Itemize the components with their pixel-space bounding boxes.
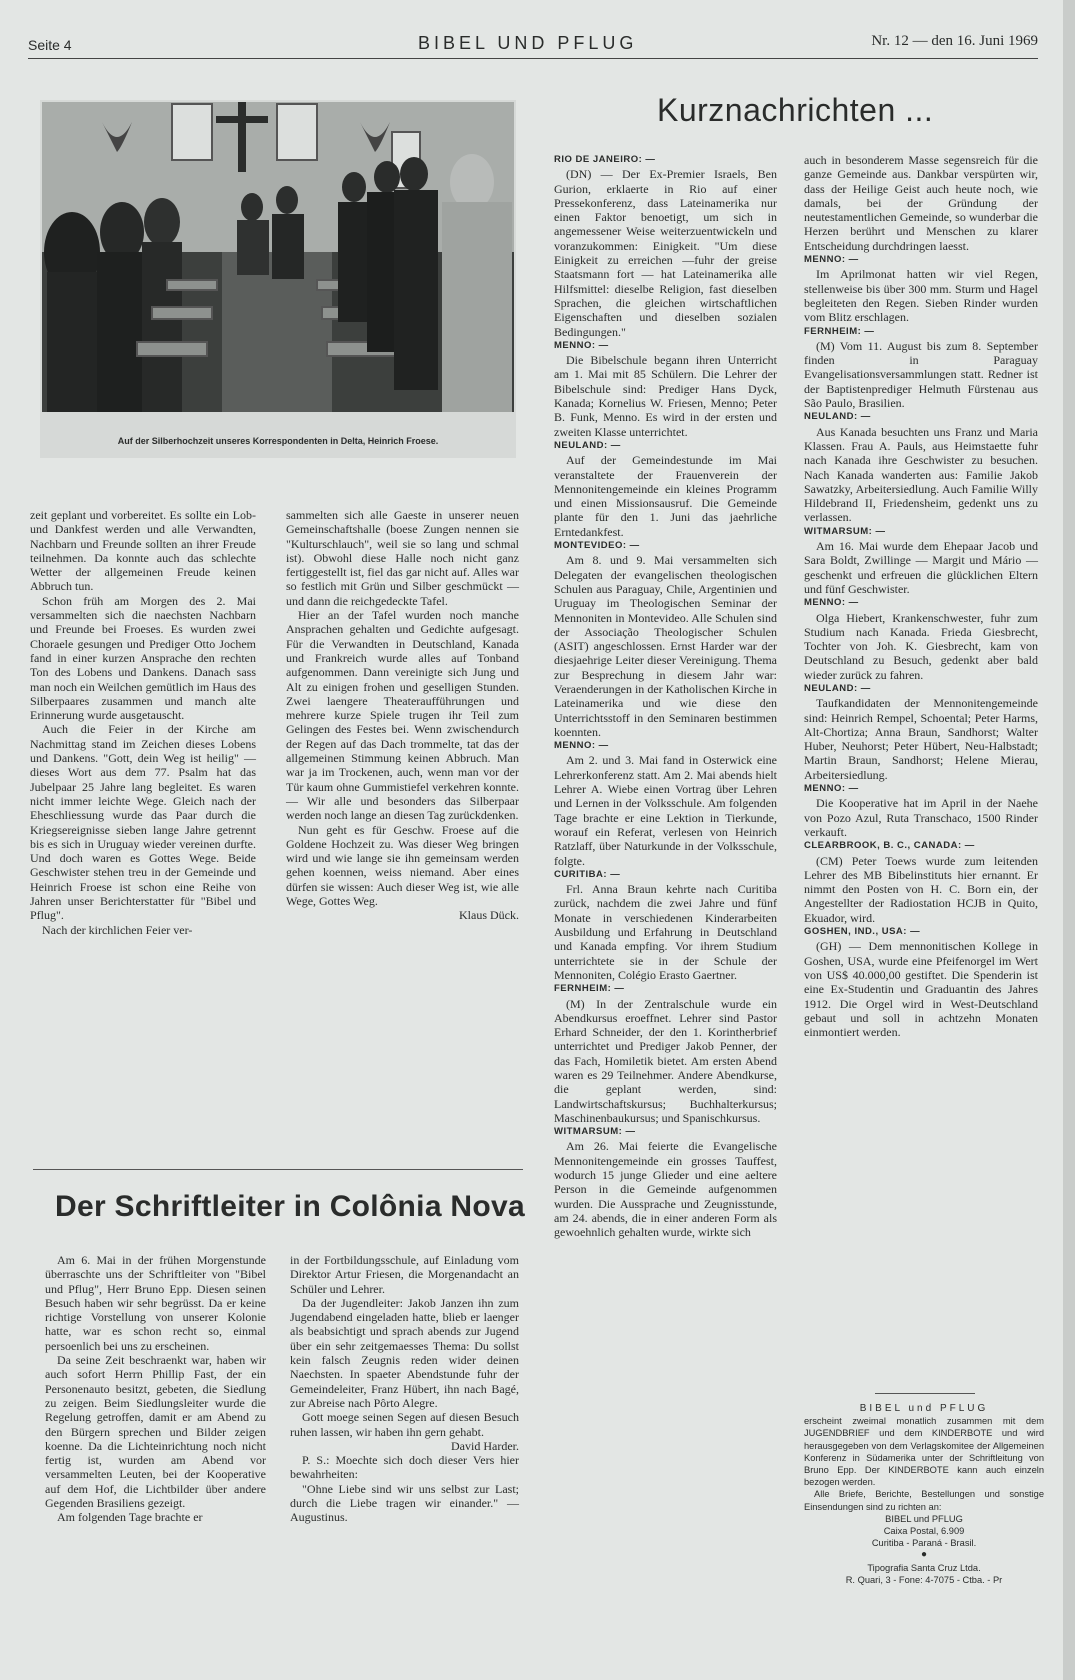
location-heading: NEULAND: — <box>804 411 871 423</box>
paragraph: Am 2. und 3. Mai fand in Osterwick eine Lehrerkonferenz statt. Am 2. Mai abends hielt Lehrer A. Wiebe einen Vortrag über Lehren und Lernen in der Volksschule. Am folgenden Tage brachte er eine Lektion in Tierkunde, worauf ein Referat, verlesen von Heinrich Ratzlaff, über Naturkunde in der Volksschule, folgte. <box>554 753 777 868</box>
location-heading: WITMARSUM: — <box>804 525 886 537</box>
paragraph: in der Fortbildungsschule, auf Einladung vom Direktor Artur Friesen, die Morgenandacht an Schüler und Lehrer. <box>290 1253 519 1296</box>
paragraph: Die Kooperative hat im April in der Naehe von Pozo Azul, Ruta Transchaco, 1500 Rinder verkauft. <box>804 796 1038 839</box>
paragraph: Frl. Anna Braun kehrte nach Curitiba zurück, nachdem die zwei Jahre und fünf Monate in verschiedenen Kinderarbeiten Ausbildung und Erfahrung in Deutschland und Kanada empfing. Vor ihrem Studium unterrichtete sie in der Schule der Mennoniten, Colégio Erasto Gaertner. <box>554 882 777 982</box>
location-heading: MENNO: — <box>554 740 609 752</box>
impressum-address-1: BIBEL und PFLUG <box>885 1513 963 1524</box>
paragraph: (M) Vom 11. August bis zum 8. September finden in Paraguay Evangelisationsversammlungen statt. Redner ist der Baptistenprediger Helmuth Fürstenau aus São Paulo, Brasilien. <box>804 338 1038 411</box>
paragraph: Olga Hiebert, Krankenschwester, fuhr zum Studium nach Kanada. Frieda Giesbrecht, Tochter von Joh. K. Giesbrecht, kam von Deutschland zu Besuch, gedenkt aber bald wieder zurück zu fahren. <box>804 610 1038 682</box>
location-heading: NEULAND: — <box>804 682 871 694</box>
location-heading: NEULAND: — <box>554 439 621 451</box>
church-photo <box>42 102 514 412</box>
location-heading: GOSHEN, IND., USA: — <box>804 926 921 938</box>
paragraph: Am 26. Mai feierte die Evangelische Mennonitengemeinde ein grosses Tauffest, wodurch 15 junge Glieder und eine aeltere Person in die Gemeinde aufgenommen wurden. Die Aussprache und Zeugnisstunde, am 24. abends, die in einer anderen Form als gewoehnlich gehalten wurde, wirkte sich <box>554 1139 777 1240</box>
impressum-address-3: Curitiba - Paraná - Brasil. <box>871 1538 977 1549</box>
article-divider <box>33 1169 523 1170</box>
kurznachrichten-column-1 <box>554 153 777 1240</box>
location-heading: CURITIBA: — <box>554 868 621 880</box>
location-heading: MENNO: — <box>554 339 609 351</box>
author-signature: Klaus Dück. <box>459 908 519 923</box>
paragraph: (DN) — Der Ex-Premier Israels, Ben Gurion, erklaerte in Rio auf einer Pressekonferenz, dass Lateinamerika nur einen Faktor benoetigt, um sich in angemessener Weise weiterzuentwickeln und voranzukommen: Einigkeit. "Um diese Einigkeit zu erreichen —fuhr der greise Staatsmann fort — hat Lateinamerika alle Hilfsmittel: dieselbe Religion, fast dieselben Sprachen, die gleichen wirtschaftlichen Eigenschaften und dieselben sozialen Bedingungen." <box>554 167 777 339</box>
page-number: Seite 4 <box>28 37 72 53</box>
schriftleiter-column-2 <box>290 1253 519 1525</box>
impressum-address-2: Caixa Postal, 6.909 <box>883 1526 965 1537</box>
issue-date: Nr. 12 — den 16. Juni 1969 <box>871 33 1038 49</box>
paragraph: Da seine Zeit beschraenkt war, haben wir auch sofort Herrn Phillip Fast, der ein Personenauto besitzt, gebeten, die Siedlung zu zeigen. Beim Siedlungsleiter wurde die Regelung getroffen, damit er am Abend zu den Bürgern sprechen und Bilder zeigen koenne. Da die Lichteinrichtung noch nicht fertig ist, wurden am Abend vor versammelten Leuten, bei der Kooperative auf dem Hof, die Lichtbilder über andere Gegenden Brasiliens gezeigt. <box>45 1353 266 1511</box>
church-photo-image <box>42 102 514 412</box>
paragraph: Auf der Gemeindestunde im Mai veranstaltete der Frauenverein der Mennonitengemeinde ein kleines Programm und einen Missionsausruf. Die Gemeinde plante für den 1. Juni das jaehrliche Erntedankfest. <box>554 453 777 539</box>
header-rule <box>28 58 1038 59</box>
location-heading: FERNHEIM: — <box>804 325 875 337</box>
schriftleiter-headline: Der Schriftleiter in Colônia Nova <box>55 1190 525 1223</box>
impressum-rule <box>875 1393 975 1394</box>
location-heading: WITMARSUM: — <box>554 1126 636 1138</box>
impressum-note: Alle Briefe, Berichte, Bestellungen und sonstige Einsendungen sind zu richten an: <box>804 1489 1044 1512</box>
silberhochzeit-column-1 <box>30 508 256 937</box>
location-heading: MONTEVIDEO: — <box>554 540 640 552</box>
impressum-body: erscheint zweimal monatlich zusammen mit dem JUGENDBRIEF und dem KINDERBOTE und wird herausgegeben von dem Verlagskomitee der Allgemeinen Konferenz in Südamerika unter der Schriftleitung von Bruno Epp. Der KINDERBOTE kann auch einzeln bezogen werden. <box>804 1416 1044 1488</box>
paragraph: Da der Jugendleiter: Jakob Janzen ihn zum Jugendabend eingeladen hatte, blieb er laenger als beabsichtigt und sprach abends zur Jugend über ein sehr zeitgemaesses Thema: Du sollst kein falsch Zeugnis reden wider deinen Naechsten. In spaeter Abendstunde fuhr der Gemeindeleiter, Franz Hübert, ihn nach Bagé, zur Abreise nach Pôrto Alegre. <box>290 1295 519 1410</box>
photo-box <box>40 100 516 458</box>
schriftleiter-column-1 <box>45 1253 266 1525</box>
page-header <box>28 33 1038 59</box>
paragraph: P. S.: Moechte sich doch dieser Vers hier bewahrheiten: <box>290 1453 519 1482</box>
location-heading: MENNO: — <box>804 254 859 266</box>
author-signature: David Harder. <box>451 1438 519 1453</box>
paragraph: sammelten sich alle Gaeste in unserer neuen Gemeinschaftshalle (boese Zungen nennen sie "Kulturschlauch", weil sie so lang und schmal ist). Obwohl diese Halle noch nicht ganz fertiggestellt ist, fiel das gar nicht auf. Alles war so festlich mit Grün und Silber geschmückt — und dann die reichgedeckte Tafel. <box>286 508 519 608</box>
kurznachrichten-title: Kurznachrichten ... <box>657 92 934 128</box>
location-heading: MENNO: — <box>804 783 859 795</box>
paragraph: zeit geplant und vorbereitet. Es sollte ein Lob- und Dankfest werden und alle Verwandten, Nachbarn und Freunde sollten an ihrer Freude teilnehmen. Da konnte auch das schlechte Wetter der allgemeinen Freude keinen Abbruch tun. <box>30 508 256 594</box>
paragraph: Am 8. und 9. Mai versammelten sich Delegaten der evangelischen theologischen Schulen aus Paraguay, Chile, Argentinien und Uruguay im Theologischen Seminar der Mennoniten in Montevideo. Alle Schulen sind der Associação Theologischer Schulen (ASIT) angeschlossen. Ernst Harder war der diesjaehrige Leiter dieser Vereinigung. Thema zur Besprechung in diesem Jahr war: Veraenderungen in der Katholischen Kirche in Lateinamerika und wie diese den Unterrichtsstoff in den Seminaren bestimmen koennten. <box>554 553 777 739</box>
paragraph: (GH) — Dem mennonitischen Kollege in Goshen, USA, wurde eine Pfeifenorgel im Wert von US$ 40.000,00 gestiftet. Die Spenderin ist eine Ex-Studentin und Graduantin des Jahres 1912. Die Orgel wird in West-Deutschland gebaut und soll in achtzehn Monaten einmontiert werden. <box>804 939 1038 1040</box>
paragraph: auch in besonderem Masse segensreich für die ganze Gemeinde aus. Dankbar verspürten wir, dass der Heilige Geist auch heute noch, wie damals, bei der Gründung der neutestamentlichen Gemeinde, so wunderbar die Herzen berührt und Menschen zu klarer Entscheidung durchdringen laesst. <box>804 153 1038 253</box>
page-edge <box>1063 0 1075 1680</box>
printer-address: R. Quari, 3 - Fone: 4-7075 - Ctba. - Pr <box>845 1574 1003 1585</box>
paragraph: Nun geht es für Geschw. Froese auf die Goldene Hochzeit zu. Was dieser Weg bringen wird und wie lange sie ihn gemeinsam werden gehen koennen, weiss niemand. Aber eines dürfen sie wissen: Auch dieser Weg ist, wie alle Wege, Gottes Weg. <box>286 822 519 909</box>
paragraph: Am folgenden Tage brachte er <box>57 1510 203 1525</box>
paragraph: Taufkandidaten der Mennonitengemeinde sind: Heinrich Rempel, Schoental; Peter Harms, Alt-Chortiza; Anna Braun, Sandhorst; Walter Huber, Neuhorst; Peter Hübert, Neu-Halbstadt; Martin Braun, Sandhorst; Helene Mierau, Arbeitersiedlung. <box>804 696 1038 782</box>
photo-caption: Auf der Silberhochzeit unseres Korrespondenten in Delta, Heinrich Froese. <box>117 436 439 446</box>
paragraph: Am 6. Mai in der frühen Morgenstunde überraschte uns der Schriftleiter von "Bibel und Pflug", Herr Bruno Epp. Diesen seinen Besuch haben wir sehr begrüsst. Da er keine richtige Vorstellung von unserer Kolonie hatte, war es schon recht so, einmal persoenlich bei uns zu erscheinen. <box>45 1253 266 1353</box>
newspaper-name: BIBEL UND PFLUG <box>418 33 638 53</box>
location-heading: FERNHEIM: — <box>554 983 625 995</box>
paragraph: "Ohne Liebe sind wir uns selbst zur Last; durch die Liebe tragen wir einander." — Augustinus. <box>290 1481 519 1525</box>
impressum <box>804 1403 1044 1586</box>
location-heading: MENNO: — <box>804 597 859 609</box>
paragraph: Auch die Feier in der Kirche am Nachmittag stand im Zeichen dieses Lobens und Dankens. "Gott, dein Weg ist heilig" — dieses Wort aus dem 77. Psalm hat das Jubelpaar 25 Jahre lang begleitet. Es waren nicht immer leichte Wege. Gleich nach der Eheschliessung wurde das Paar durch die Kriegsereignisse sieben lange Jahre getrennt bis es sich in Uruguay wieder vereinen durfte. Und doch waren es Gottes Wege. Beide Geschwister stehen treu in der Gemeinde und Heinrich Froese ist schon eine Reihe von Jahren unser Berichterstatter für "Bibel und Pflug". <box>30 722 256 923</box>
paragraph: Am 16. Mai wurde dem Ehepaar Jacob und Sara Boldt, Zwillinge — Margit und Mário — geschenkt und erfreuen die glücklichen Eltern und fünf Geschwister. <box>804 539 1038 596</box>
paragraph: Schon früh am Morgen des 2. Mai versammelten sich die naechsten Nachbarn und Freunde bei Froeses. Es wurden zwei Choraele gesungen und Prediger Otto Jochem fand in einer kurzen Ansprache den rechten Ton des Lobens und Dankens. Danach sass man noch ein Weilchen gemütlich im Haus des Silberpaares zusammen und manch alte Erinnerung wurde ausgetauscht. <box>30 593 256 723</box>
location-heading: CLEARBROOK, B. C., CANADA: — <box>804 840 975 852</box>
location-heading: RIO DE JANEIRO: — <box>554 154 656 165</box>
paragraph: Aus Kanada besuchten uns Franz und Maria Klassen. Frau A. Pauls, aus Heimstaette fuhr nach Kanada ihre Geschwister zu besuchen. Nach Kanada wanderten aus: Familie Jakob Sawatzky, Arbeitersiedlung. Auch Familie Willy Hildebrand II, Friedensheim, gedenkt uns zu verlassen. <box>804 424 1038 525</box>
paragraph: Hier an der Tafel wurden noch manche Ansprachen gehalten und Gedichte aufgesagt. Für die Verwandten in Deutschland, Kanada und Frankreich wurde alles auf Tonband aufgenommen. Dann vereinigte sich Jung und Alt zu einigen frohen und geselligen Stunden. Zwei laengere Theateraufführungen und mehrere kurze Spiele trugen ihr Teil zum Gelingen des Festes bei. Wenn zwischendurch der Regen auf das Dach trommelte, tat das der allgemeinen Stimmung keinen Abbruch. Man war ja im Trockenen, auch, wenn man vor der Tür kaum ohne Gummistiefel verkehren konnte. — Wir alle und besonders das Silberpaar werden noch lange an diesen Tag zurückdenken. <box>286 608 519 823</box>
bullet-icon: ● <box>920 1549 928 1561</box>
paragraph: (M) In der Zentralschule wurde ein Abendkursus eroeffnet. Lehrer sind Pastor Erhard Schneider, der den 1. Korintherbrief unterrichtet und Prediger Jakob Penner, der das Fach, Homiletik bietet. Am ersten Abend waren es 29 Teilnehmer. Andere Abendkurse, die geplant werden, sind: Landwirtschaftskursus; Buchhalterkursus; Maschinenbaukursus; und Spanischkursus. <box>554 996 777 1125</box>
paragraph: Gott moege seinen Segen auf diesen Besuch ruhen lassen, wir haben ihn gern gehabt. <box>290 1410 519 1439</box>
printer-name: Tipografia Santa Cruz Ltda. <box>867 1562 981 1573</box>
paragraph: Im Aprilmonat hatten wir viel Regen, stellenweise bis über 300 mm. Sturm und Hagel begleiteten den Regen. Sieben Rinder wurden vom Blitz erschlagen. <box>804 267 1038 325</box>
paragraph: Nach der kirchlichen Feier ver- <box>42 922 193 937</box>
impressum-title: BIBEL und PFLUG <box>859 1403 989 1414</box>
paragraph: (CM) Peter Toews wurde zum leitenden Lehrer des MB Bibelinstituts hier ernannt. Er nimmt den Posten von H. C. Born ein, der Angestellter der Radiostation HCJB in Quito, Ekuador, wird. <box>804 853 1038 925</box>
paragraph: Die Bibelschule begann ihren Unterricht am 1. Mai mit 85 Schülern. Die Lehrer der Bibelschule sind: Prediger Hans Dyck, Kanada; Kornelius W. Friesen, Menno; Peter B. Funk, Menno. Es wird in der ersten und zweiten Klasse unterrichtet. <box>554 353 777 439</box>
kurznachrichten-column-2 <box>804 153 1038 1039</box>
silberhochzeit-column-2 <box>286 508 519 923</box>
